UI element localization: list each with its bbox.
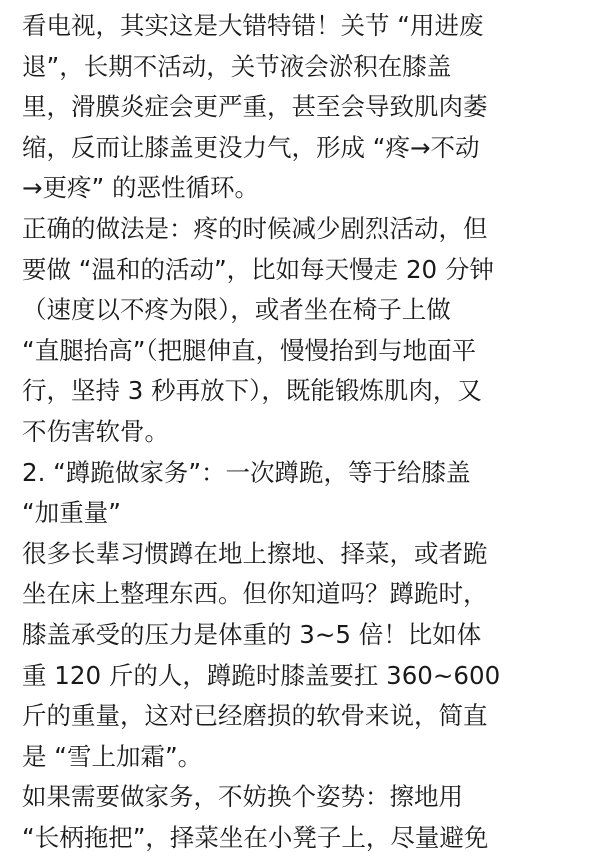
text-line: 要做 “温和的活动”，比如每天慢走 20 分钟 — [22, 254, 494, 284]
text-line: 很多长辈习惯蹲在地上擦地、择菜，或者跪 — [22, 538, 488, 568]
text-line: 不伤害软骨。 — [22, 416, 169, 446]
text-line: 斤的重量，这对已经磨损的软骨来说，简直 — [22, 701, 488, 731]
text-line: 正确的做法是：疼的时候减少剧烈活动，但 — [22, 213, 488, 243]
text-line: 膝盖承受的压力是体重的 3~5 倍！比如体 — [22, 619, 482, 649]
text-line: 行，坚持 3 秒再放下），既能锻炼肌肉，又 — [22, 376, 482, 406]
section-heading-line: “加重量” — [22, 498, 121, 528]
text-line: “直腿抬高”（把腿伸直，慢慢抬到与地面平 — [22, 335, 477, 365]
text-line: 重 120 斤的人，蹲跪时膝盖要扛 360~600 — [22, 660, 501, 690]
text-line: 如果需要做家务，不妨换个姿势：擦地用 — [22, 782, 463, 812]
section-heading-line: 2. “蹲跪做家务”：一次蹲跪，等于给膝盖 — [22, 457, 471, 487]
article-body — [22, 6, 582, 858]
text-line: 是 “雪上加霜”。 — [22, 741, 203, 771]
text-line: 看电视，其实这是大错特错！关节 “用进废 — [22, 11, 484, 40]
text-line: 坐在床上整理东西。但你知道吗？蹲跪时， — [22, 579, 488, 609]
text-line: 里，滑膜炎症会更严重，甚至会导致肌肉萎 — [22, 92, 488, 122]
text-line: 缩，反而让膝盖更没力气，形成 “疼→不动 — [22, 132, 480, 162]
text-line: 退”，长期不活动，关节液会淤积在膝盖 — [22, 51, 452, 81]
text-line: “长柄拖把”，择菜坐在小凳子上，尽量避免 — [22, 822, 489, 852]
text-line: （速度以不疼为限），或者坐在椅子上做 — [22, 295, 451, 325]
text-line: →更疼” 的恶性循环。 — [22, 173, 260, 203]
